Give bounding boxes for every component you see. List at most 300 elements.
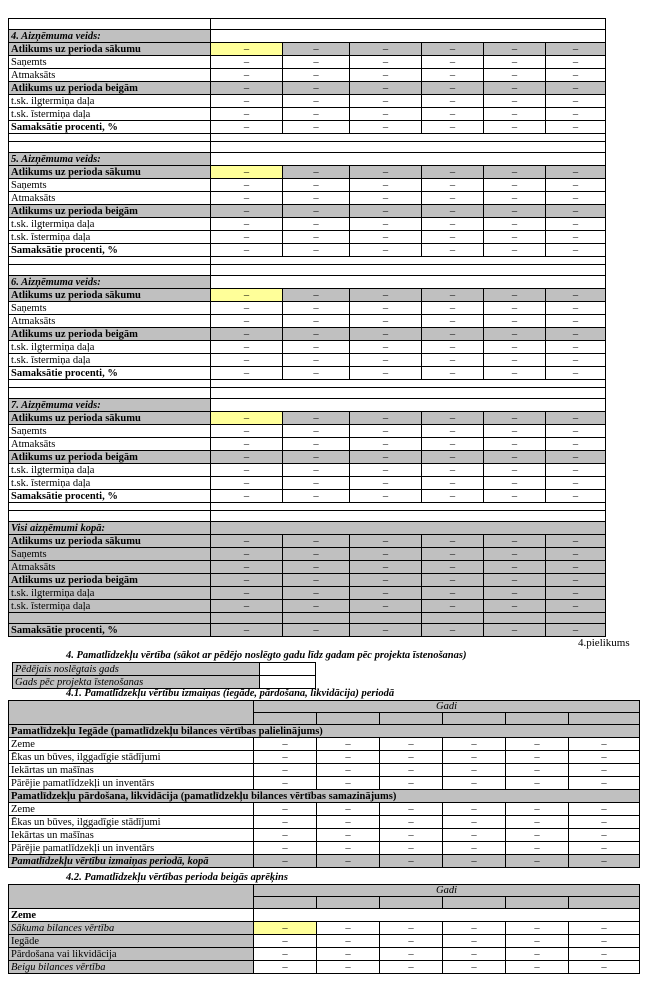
value-cell[interactable]: – — [506, 764, 569, 777]
value-cell[interactable]: – — [484, 477, 546, 490]
value-cell[interactable]: – — [484, 43, 546, 56]
value-cell[interactable]: – — [422, 56, 484, 69]
value-cell[interactable]: – — [211, 328, 283, 341]
value-cell[interactable]: – — [350, 218, 422, 231]
value-cell[interactable]: – — [350, 354, 422, 367]
value-cell[interactable]: – — [380, 922, 443, 935]
value-cell[interactable]: – — [546, 82, 606, 95]
value-cell[interactable]: – — [350, 425, 422, 438]
value-cell[interactable]: – — [317, 829, 380, 842]
value-cell[interactable]: – — [546, 231, 606, 244]
value-cell[interactable]: – — [546, 464, 606, 477]
value-cell[interactable]: – — [484, 624, 546, 637]
value-cell[interactable]: – — [422, 289, 484, 302]
value-cell[interactable]: – — [506, 855, 569, 868]
value-cell[interactable]: – — [211, 548, 283, 561]
value-cell[interactable]: – — [211, 244, 283, 257]
value-cell[interactable]: – — [283, 624, 350, 637]
value-cell[interactable]: – — [422, 438, 484, 451]
value-cell[interactable]: – — [443, 777, 506, 790]
value-cell[interactable]: – — [443, 948, 506, 961]
value-cell[interactable]: – — [350, 69, 422, 82]
value-cell[interactable]: – — [569, 855, 640, 868]
value-cell[interactable]: – — [283, 600, 350, 613]
value-cell[interactable]: – — [443, 764, 506, 777]
value-cell[interactable]: – — [350, 289, 422, 302]
value-cell[interactable]: – — [283, 315, 350, 328]
value-cell[interactable]: – — [283, 69, 350, 82]
value-cell[interactable]: – — [350, 244, 422, 257]
value-cell[interactable]: – — [422, 43, 484, 56]
value-cell[interactable]: – — [569, 764, 640, 777]
value-cell[interactable]: – — [211, 464, 283, 477]
value-cell[interactable]: – — [422, 231, 484, 244]
value-cell[interactable]: – — [443, 803, 506, 816]
value-cell[interactable]: – — [350, 302, 422, 315]
value-cell[interactable]: – — [422, 328, 484, 341]
value-cell[interactable]: – — [546, 95, 606, 108]
value-cell[interactable]: – — [317, 935, 380, 948]
value-cell[interactable]: – — [350, 95, 422, 108]
value-cell[interactable]: – — [350, 587, 422, 600]
value-cell[interactable]: – — [283, 179, 350, 192]
value-cell[interactable]: – — [283, 289, 350, 302]
value-cell[interactable]: – — [211, 231, 283, 244]
value-cell[interactable]: – — [211, 218, 283, 231]
value-cell[interactable]: – — [484, 412, 546, 425]
value-cell[interactable]: – — [422, 587, 484, 600]
year-cell[interactable] — [380, 713, 443, 725]
value-cell[interactable]: – — [546, 192, 606, 205]
value-cell[interactable]: – — [317, 764, 380, 777]
value-cell[interactable]: – — [546, 600, 606, 613]
value-cell[interactable]: – — [211, 192, 283, 205]
value-cell[interactable]: – — [422, 218, 484, 231]
value-cell[interactable]: – — [546, 548, 606, 561]
value-cell[interactable]: – — [484, 587, 546, 600]
value-cell[interactable]: – — [254, 961, 317, 974]
value-cell[interactable]: – — [546, 205, 606, 218]
value-cell[interactable]: – — [211, 56, 283, 69]
value-cell[interactable]: – — [506, 922, 569, 935]
value-cell[interactable]: – — [211, 121, 283, 134]
value-cell[interactable]: – — [484, 535, 546, 548]
value-cell[interactable]: – — [254, 948, 317, 961]
value-cell[interactable]: – — [546, 367, 606, 380]
value-cell[interactable]: – — [422, 490, 484, 503]
value-cell[interactable]: – — [211, 477, 283, 490]
value-cell[interactable]: – — [211, 289, 283, 302]
value-cell[interactable]: – — [546, 69, 606, 82]
value-cell[interactable]: – — [317, 751, 380, 764]
value-cell[interactable]: – — [350, 231, 422, 244]
value-cell[interactable]: – — [211, 438, 283, 451]
value-cell[interactable]: – — [211, 367, 283, 380]
value-cell[interactable]: – — [569, 948, 640, 961]
value-cell[interactable]: – — [211, 451, 283, 464]
value-cell[interactable]: – — [484, 192, 546, 205]
value-cell[interactable]: – — [380, 948, 443, 961]
value-cell[interactable]: – — [506, 829, 569, 842]
value-cell[interactable]: – — [569, 935, 640, 948]
value-cell[interactable]: – — [211, 490, 283, 503]
year-cell[interactable] — [380, 897, 443, 909]
value-cell[interactable]: – — [484, 179, 546, 192]
value-cell[interactable]: – — [350, 179, 422, 192]
value-cell[interactable]: – — [443, 829, 506, 842]
value-cell[interactable]: – — [443, 751, 506, 764]
value-cell[interactable]: – — [569, 829, 640, 842]
value-cell[interactable]: – — [317, 855, 380, 868]
value-cell[interactable]: – — [484, 69, 546, 82]
value-cell[interactable]: – — [317, 777, 380, 790]
value-cell[interactable]: – — [380, 842, 443, 855]
value-cell[interactable]: – — [546, 587, 606, 600]
value-cell[interactable]: – — [443, 961, 506, 974]
value-cell[interactable]: – — [350, 548, 422, 561]
value-cell[interactable]: – — [211, 108, 283, 121]
value-cell[interactable]: – — [484, 108, 546, 121]
value-cell[interactable]: – — [506, 803, 569, 816]
value-cell[interactable]: – — [546, 477, 606, 490]
value-cell[interactable]: – — [380, 751, 443, 764]
value-cell[interactable]: – — [283, 535, 350, 548]
value-cell[interactable]: – — [546, 624, 606, 637]
year-cell[interactable] — [317, 897, 380, 909]
value-cell[interactable]: – — [422, 192, 484, 205]
value-cell[interactable]: – — [254, 855, 317, 868]
value-cell[interactable]: – — [254, 764, 317, 777]
value-cell[interactable]: – — [380, 829, 443, 842]
value-cell[interactable]: – — [211, 166, 283, 179]
value-cell[interactable]: – — [350, 574, 422, 587]
value-cell[interactable]: – — [443, 935, 506, 948]
value-cell[interactable]: – — [254, 842, 317, 855]
value-cell[interactable]: – — [254, 816, 317, 829]
value-cell[interactable]: – — [317, 803, 380, 816]
value-cell[interactable]: – — [211, 69, 283, 82]
value-cell[interactable]: – — [422, 561, 484, 574]
value-cell[interactable]: – — [283, 231, 350, 244]
value-cell[interactable]: – — [422, 425, 484, 438]
value-cell[interactable]: – — [211, 561, 283, 574]
value-cell[interactable]: – — [350, 108, 422, 121]
value-cell[interactable]: – — [484, 302, 546, 315]
value-cell[interactable]: – — [211, 205, 283, 218]
value-cell[interactable]: – — [484, 438, 546, 451]
value-cell[interactable]: – — [422, 464, 484, 477]
value-cell[interactable]: – — [569, 922, 640, 935]
value-cell[interactable]: – — [211, 43, 283, 56]
value-cell[interactable]: – — [283, 95, 350, 108]
value-cell[interactable]: – — [443, 816, 506, 829]
value-cell[interactable]: – — [422, 367, 484, 380]
value-cell[interactable]: – — [350, 451, 422, 464]
value-cell[interactable]: – — [350, 328, 422, 341]
value-cell[interactable]: – — [283, 587, 350, 600]
value-cell[interactable]: – — [546, 412, 606, 425]
value-cell[interactable]: – — [317, 948, 380, 961]
value-cell[interactable]: – — [380, 855, 443, 868]
value-cell[interactable]: – — [422, 548, 484, 561]
value-cell[interactable]: – — [546, 302, 606, 315]
value-cell[interactable]: – — [283, 108, 350, 121]
last-closed-year-value[interactable] — [260, 663, 316, 676]
value-cell[interactable]: – — [569, 816, 640, 829]
value-cell[interactable]: – — [350, 43, 422, 56]
value-cell[interactable]: – — [484, 82, 546, 95]
value-cell[interactable]: – — [350, 315, 422, 328]
value-cell[interactable]: – — [506, 842, 569, 855]
value-cell[interactable]: – — [350, 192, 422, 205]
value-cell[interactable]: – — [569, 803, 640, 816]
value-cell[interactable]: – — [380, 935, 443, 948]
value-cell[interactable]: – — [283, 354, 350, 367]
value-cell[interactable]: – — [546, 490, 606, 503]
value-cell[interactable]: – — [484, 218, 546, 231]
value-cell[interactable]: – — [484, 451, 546, 464]
value-cell[interactable]: – — [546, 574, 606, 587]
value-cell[interactable]: – — [422, 451, 484, 464]
value-cell[interactable]: – — [350, 464, 422, 477]
value-cell[interactable]: – — [422, 412, 484, 425]
value-cell[interactable]: – — [546, 218, 606, 231]
value-cell[interactable]: – — [350, 624, 422, 637]
value-cell[interactable]: – — [484, 56, 546, 69]
value-cell[interactable]: – — [506, 948, 569, 961]
value-cell[interactable]: – — [422, 205, 484, 218]
value-cell[interactable]: – — [484, 574, 546, 587]
value-cell[interactable]: – — [380, 961, 443, 974]
value-cell[interactable]: – — [350, 205, 422, 218]
value-cell[interactable]: – — [422, 624, 484, 637]
value-cell[interactable]: – — [422, 574, 484, 587]
value-cell[interactable]: – — [546, 108, 606, 121]
value-cell[interactable]: – — [317, 842, 380, 855]
value-cell[interactable]: – — [506, 816, 569, 829]
value-cell[interactable]: – — [506, 961, 569, 974]
loan-type-value[interactable] — [211, 276, 606, 289]
value-cell[interactable]: – — [569, 777, 640, 790]
value-cell[interactable]: – — [443, 922, 506, 935]
value-cell[interactable]: – — [283, 451, 350, 464]
loan-type-value[interactable] — [211, 153, 606, 166]
value-cell[interactable]: – — [546, 244, 606, 257]
value-cell[interactable]: – — [350, 438, 422, 451]
value-cell[interactable]: – — [484, 244, 546, 257]
value-cell[interactable]: – — [350, 82, 422, 95]
value-cell[interactable]: – — [422, 82, 484, 95]
value-cell[interactable]: – — [254, 922, 317, 935]
value-cell[interactable]: – — [506, 935, 569, 948]
value-cell[interactable]: – — [283, 56, 350, 69]
value-cell[interactable]: – — [211, 425, 283, 438]
value-cell[interactable]: – — [317, 922, 380, 935]
value-cell[interactable]: – — [569, 842, 640, 855]
value-cell[interactable]: – — [283, 43, 350, 56]
value-cell[interactable]: – — [546, 43, 606, 56]
value-cell[interactable]: – — [422, 121, 484, 134]
value-cell[interactable]: – — [211, 535, 283, 548]
value-cell[interactable]: – — [350, 166, 422, 179]
value-cell[interactable]: – — [283, 438, 350, 451]
value-cell[interactable]: – — [484, 95, 546, 108]
value-cell[interactable]: – — [211, 574, 283, 587]
value-cell[interactable]: – — [380, 803, 443, 816]
value-cell[interactable]: – — [484, 561, 546, 574]
value-cell[interactable]: – — [350, 600, 422, 613]
value-cell[interactable]: – — [283, 490, 350, 503]
value-cell[interactable]: – — [506, 738, 569, 751]
value-cell[interactable]: – — [350, 535, 422, 548]
value-cell[interactable]: – — [283, 412, 350, 425]
value-cell[interactable]: – — [283, 367, 350, 380]
value-cell[interactable]: – — [484, 490, 546, 503]
value-cell[interactable]: – — [350, 56, 422, 69]
value-cell[interactable]: – — [211, 95, 283, 108]
value-cell[interactable]: – — [484, 341, 546, 354]
value-cell[interactable]: – — [350, 490, 422, 503]
value-cell[interactable]: – — [484, 464, 546, 477]
value-cell[interactable]: – — [546, 179, 606, 192]
value-cell[interactable]: – — [422, 477, 484, 490]
value-cell[interactable]: – — [350, 477, 422, 490]
value-cell[interactable]: – — [484, 231, 546, 244]
year-cell[interactable] — [569, 897, 640, 909]
value-cell[interactable]: – — [546, 354, 606, 367]
value-cell[interactable]: – — [569, 751, 640, 764]
value-cell[interactable]: – — [569, 961, 640, 974]
value-cell[interactable]: – — [283, 477, 350, 490]
value-cell[interactable]: – — [380, 777, 443, 790]
value-cell[interactable]: – — [422, 95, 484, 108]
value-cell[interactable]: – — [546, 289, 606, 302]
year-cell[interactable] — [317, 713, 380, 725]
value-cell[interactable]: – — [422, 535, 484, 548]
value-cell[interactable]: – — [506, 777, 569, 790]
value-cell[interactable]: – — [443, 855, 506, 868]
value-cell[interactable]: – — [211, 587, 283, 600]
value-cell[interactable]: – — [422, 244, 484, 257]
value-cell[interactable]: – — [283, 166, 350, 179]
year-after-project-value[interactable] — [260, 676, 316, 689]
value-cell[interactable]: – — [211, 341, 283, 354]
value-cell[interactable]: – — [380, 738, 443, 751]
value-cell[interactable]: – — [422, 341, 484, 354]
value-cell[interactable]: – — [283, 244, 350, 257]
value-cell[interactable]: – — [283, 218, 350, 231]
value-cell[interactable]: – — [317, 816, 380, 829]
value-cell[interactable]: – — [484, 600, 546, 613]
value-cell[interactable]: – — [546, 341, 606, 354]
year-cell[interactable] — [506, 713, 569, 725]
value-cell[interactable]: – — [546, 438, 606, 451]
value-cell[interactable]: – — [546, 166, 606, 179]
value-cell[interactable]: – — [283, 205, 350, 218]
value-cell[interactable]: – — [211, 354, 283, 367]
value-cell[interactable]: – — [484, 425, 546, 438]
value-cell[interactable]: – — [422, 108, 484, 121]
value-cell[interactable]: – — [380, 816, 443, 829]
value-cell[interactable]: – — [422, 354, 484, 367]
value-cell[interactable]: – — [283, 121, 350, 134]
loan-type-value[interactable] — [211, 399, 606, 412]
year-cell[interactable] — [443, 897, 506, 909]
value-cell[interactable]: – — [211, 624, 283, 637]
value-cell[interactable]: – — [546, 121, 606, 134]
year-cell[interactable] — [506, 897, 569, 909]
value-cell[interactable]: – — [506, 751, 569, 764]
value-cell[interactable]: – — [283, 302, 350, 315]
value-cell[interactable]: – — [211, 600, 283, 613]
value-cell[interactable]: – — [484, 289, 546, 302]
value-cell[interactable]: – — [546, 315, 606, 328]
value-cell[interactable]: – — [422, 166, 484, 179]
value-cell[interactable]: – — [317, 961, 380, 974]
value-cell[interactable]: – — [484, 354, 546, 367]
value-cell[interactable]: – — [546, 56, 606, 69]
value-cell[interactable]: – — [484, 315, 546, 328]
value-cell[interactable]: – — [211, 82, 283, 95]
value-cell[interactable]: – — [380, 764, 443, 777]
value-cell[interactable]: – — [254, 777, 317, 790]
year-cell[interactable] — [254, 713, 317, 725]
value-cell[interactable]: – — [350, 412, 422, 425]
year-cell[interactable] — [254, 897, 317, 909]
value-cell[interactable]: – — [484, 166, 546, 179]
value-cell[interactable]: – — [283, 328, 350, 341]
value-cell[interactable]: – — [283, 574, 350, 587]
value-cell[interactable]: – — [283, 192, 350, 205]
value-cell[interactable]: – — [283, 548, 350, 561]
value-cell[interactable]: – — [484, 121, 546, 134]
value-cell[interactable]: – — [350, 121, 422, 134]
value-cell[interactable]: – — [283, 561, 350, 574]
value-cell[interactable]: – — [211, 315, 283, 328]
value-cell[interactable]: – — [422, 600, 484, 613]
value-cell[interactable]: – — [443, 842, 506, 855]
value-cell[interactable]: – — [484, 548, 546, 561]
value-cell[interactable]: – — [254, 803, 317, 816]
value-cell[interactable]: – — [211, 179, 283, 192]
value-cell[interactable]: – — [422, 69, 484, 82]
value-cell[interactable]: – — [484, 205, 546, 218]
value-cell[interactable]: – — [484, 367, 546, 380]
value-cell[interactable]: – — [546, 535, 606, 548]
value-cell[interactable]: – — [283, 425, 350, 438]
value-cell[interactable]: – — [283, 464, 350, 477]
year-cell[interactable] — [443, 713, 506, 725]
value-cell[interactable]: – — [283, 82, 350, 95]
value-cell[interactable]: – — [350, 561, 422, 574]
value-cell[interactable]: – — [546, 451, 606, 464]
value-cell[interactable]: – — [546, 425, 606, 438]
value-cell[interactable]: – — [546, 328, 606, 341]
value-cell[interactable]: – — [317, 738, 380, 751]
value-cell[interactable]: – — [254, 935, 317, 948]
loan-type-value[interactable] — [211, 30, 606, 43]
value-cell[interactable]: – — [546, 561, 606, 574]
value-cell[interactable]: – — [254, 751, 317, 764]
value-cell[interactable]: – — [254, 829, 317, 842]
year-cell[interactable] — [569, 713, 640, 725]
value-cell[interactable]: – — [569, 738, 640, 751]
value-cell[interactable]: – — [350, 367, 422, 380]
value-cell[interactable]: – — [350, 341, 422, 354]
value-cell[interactable]: – — [484, 328, 546, 341]
value-cell[interactable]: – — [211, 412, 283, 425]
value-cell[interactable]: – — [443, 738, 506, 751]
